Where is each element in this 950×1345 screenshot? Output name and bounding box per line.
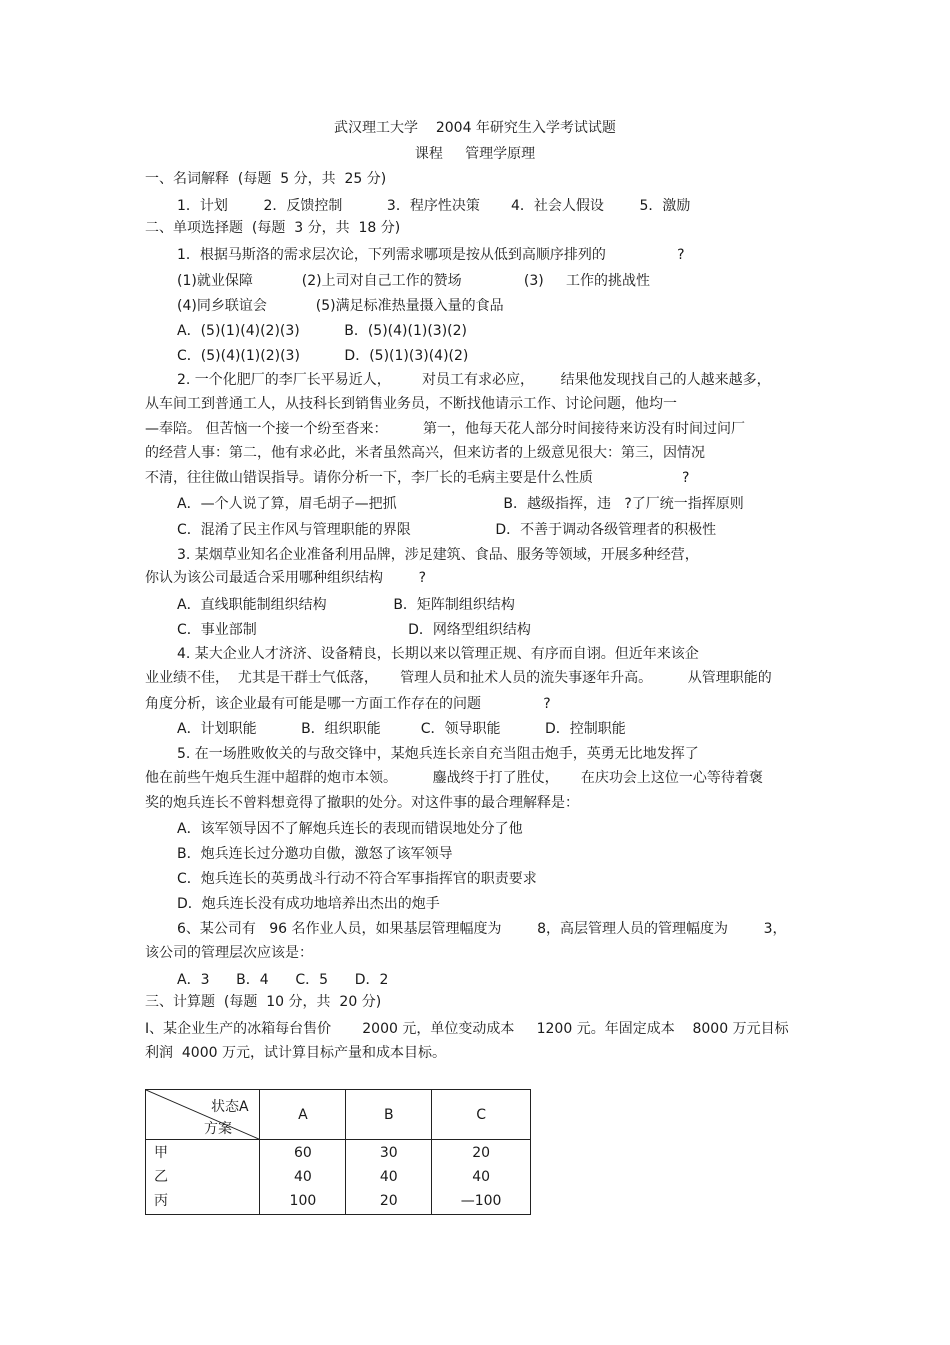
column-b-values [346, 1140, 432, 1215]
table-cell: 60 [293, 1145, 312, 1161]
row-label: 乙 [154, 1169, 168, 1185]
answer-option: A．计划职能 B．组织职能 C．领导职能 D．控制职能 [177, 721, 626, 737]
answer-option: A．—个人说了算，眉毛胡子—把抓 B．越级指挥，违 ?了厂统一指挥原则 [177, 496, 744, 512]
question-text: 4. 某大企业人才济济、设备精良，长期以来以管理正规、有序而自诩。但近年来该企 [177, 646, 699, 662]
table-cell: 20 [379, 1193, 398, 1209]
question-text: 奖的炮兵连长不曾料想竟得了撤职的处分。对这件事的最合理解释是： [145, 795, 579, 811]
header-plan: 方案 [204, 1121, 232, 1137]
question-text: 的经营人事：第二，他有求必此，米者虽然高兴，但来访者的上级意见很大：第三，因情况 [145, 445, 705, 461]
answer-option: C．炮兵连长的英勇战斗行动不符合军事指挥官的职责要求 [177, 871, 537, 887]
question-text: 从车间工到普通工人，从技科长到销售业务员，不断找他请示工作、讨论问题，他均一 [145, 396, 677, 412]
row-label: 丙 [154, 1193, 168, 1209]
question-text: 5. 在一场胜败攸关的与敌交锋中，某炮兵连长亲自充当阻击炮手，英勇无比地发挥了 [177, 746, 699, 762]
section-heading: 二、单项选择题 (每题 3 分，共 18 分) [145, 220, 401, 236]
header-state: 状态A [211, 1099, 249, 1115]
question-text: 业业绩不佳， 尤其是干群士气低落， 管理人员和扯术人员的流失事逐年升高。 从管理职能的 [145, 670, 772, 686]
answer-option: B．炮兵连长过分邀功自傲，激怒了该军领导 [177, 846, 453, 862]
question-text: I、某企业生产的冰箱每台售价 2000 元，单位变动成本 1200 元。年固定成本 8000 万元目标 [145, 1021, 789, 1037]
column-header: B [346, 1090, 432, 1140]
answer-option: A．该军领导因不了解炮兵连长的表现而错误地处分了他 [177, 821, 523, 837]
question-text: 角度分析，该企业最有可能是哪一方面工作存在的问题 ? [145, 696, 551, 712]
question-text: 2. 一个化肥厂的李厂长平易近人， 对员工有求必应， 结果他发现找自己的人越来越多， [177, 372, 771, 388]
answer-option: D．炮兵连长没有成功地培养出杰出的炮手 [177, 896, 440, 912]
exam-title: 武汉理工大学 2004 年研究生入学考试试题 [334, 120, 616, 136]
column-header: A [260, 1090, 346, 1140]
course-line: 课程 管理学原理 [414, 146, 536, 162]
question-text: (4)同乡联谊会 (5)满足标准热量摄入量的食品 [177, 298, 504, 314]
row-label: 甲 [154, 1145, 168, 1161]
answer-option: A．(5)(1)(4)(2)(3) B．(5)(4)(1)(3)(2) [177, 323, 467, 339]
answer-option: A．直线职能制组织结构 B．矩阵制组织结构 [177, 597, 515, 613]
question-text: (1)就业保障 (2)上司对自己工作的赞场 (3) 工作的挑战性 [177, 273, 650, 289]
table-cell: 40 [293, 1169, 312, 1185]
question-text: 他在前些午炮兵生涯中超群的炮市本领。 鏖战终于打了胜仗， 在庆功会上这位一心等待着褒 [145, 770, 763, 786]
table-cell: 100 [289, 1193, 317, 1209]
question-text: 3. 某烟草业知名企业准备利用品牌，涉足建筑、食品、服务等领域，开展多种经营， [177, 547, 699, 563]
table-cell: 40 [472, 1169, 491, 1185]
column-a-values [260, 1140, 346, 1215]
table-corner-header [146, 1090, 260, 1140]
question-text: 不清，往往做山错误指导。请你分析一下，李厂长的毛病主要是什么性质 ? [145, 470, 690, 486]
payoff-table [145, 1089, 531, 1215]
question-text: 利润 4000 万元，试计算目标产量和成本目标。 [145, 1045, 446, 1061]
table-cell: 40 [379, 1169, 398, 1185]
section-heading: 一、名词解释 (每题 5 分，共 25 分) [145, 171, 387, 187]
answer-option: C．(5)(4)(1)(2)(3) D．(5)(1)(3)(4)(2) [177, 348, 469, 364]
question-text: —奉陪。 但苦恼一个接一个纷至沓来： 第一，他每天花人部分时间接待来访没有时间过问厂 [145, 421, 746, 437]
answer-option: A．3 B．4 C．5 D．2 [177, 972, 389, 988]
table-cell: —100 [460, 1193, 502, 1209]
row-labels [146, 1140, 260, 1215]
answer-option: C．事业部制 D．网络型组织结构 [177, 622, 531, 638]
column-header: C [432, 1090, 531, 1140]
question-text: 6、某公司有 96 名作业人员，如果基层管理幅度为 8，高层管理人员的管理幅度为 3， [177, 921, 787, 937]
table-cell: 20 [472, 1145, 491, 1161]
question-text: 1．根据马斯洛的需求层次论，下列需求哪项是按从低到高顺序排列的 ? [177, 247, 685, 263]
term-list: 1．计划 2．反馈控制 3．程序性决策 4．社会人假设 5．激励 [177, 198, 691, 214]
section-heading: 三、计算题 (每题 10 分，共 20 分) [145, 994, 382, 1010]
answer-option: C．混淆了民主作风与管理职能的界限 D．不善于调动各级管理者的积极性 [177, 522, 717, 538]
question-text: 你认为该公司最适合采用哪种组织结构 ? [145, 570, 427, 586]
table-cell: 30 [379, 1145, 398, 1161]
question-text: 该公司的管理层次应该是： [145, 945, 313, 961]
column-c-values [432, 1140, 531, 1215]
